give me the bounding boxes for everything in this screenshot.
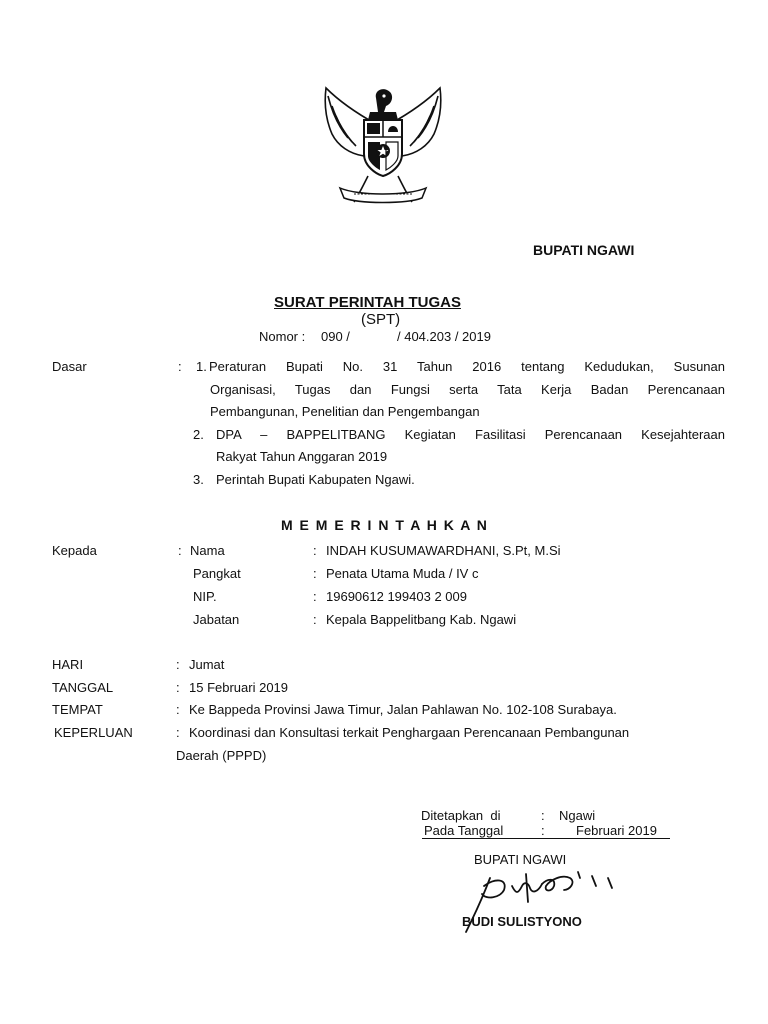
dasar-label: Dasar [52, 359, 87, 374]
dasar-item-1-num: 1. [196, 359, 207, 374]
pada-tanggal-colon: : [541, 823, 545, 838]
field-jabatan-value: Kepala Bappelitbang Kab. Ngawi [326, 612, 517, 627]
pada-tanggal-value: Februari 2019 [576, 823, 657, 838]
kepada-colon: : [178, 543, 182, 558]
tanggal-colon: : [176, 680, 180, 695]
keperluan-value-line-1: Koordinasi dan Konsultasi terkait Penghargaan Perencanaan Pembangunan [189, 725, 630, 740]
field-jabatan-colon: : [313, 612, 317, 627]
number-suffix: / 404.203 / 2019 [397, 329, 491, 344]
tempat-label: TEMPAT [52, 702, 103, 717]
field-jabatan-label: Jabatan [193, 612, 240, 627]
document-abbr: (SPT) [361, 311, 401, 328]
garuda-emblem-icon [318, 84, 448, 208]
field-nama-colon: : [313, 543, 317, 558]
dasar-colon: : [178, 359, 182, 374]
tanggal-value: 15 Februari 2019 [189, 680, 289, 695]
hari-value: Jumat [189, 657, 225, 672]
field-pangkat-value: Penata Utama Muda / IV c [326, 566, 479, 581]
signature-office: BUPATI NGAWI [474, 852, 567, 867]
dasar-item-3-line-1: Perintah Bupati Kabupaten Ngawi. [216, 472, 415, 487]
office-heading: BUPATI NGAWI [533, 242, 635, 258]
field-nama-label: Nama [190, 543, 225, 558]
field-pangkat-label: Pangkat [193, 566, 241, 581]
keperluan-label: KEPERLUAN [54, 725, 133, 740]
ditetapkan-label: Ditetapkan di [421, 808, 501, 823]
tempat-value: Ke Bappeda Provinsi Jawa Timur, Jalan Pahlawan No. 102-108 Surabaya. [189, 702, 617, 717]
hari-label: HARI [52, 657, 84, 672]
dasar-item-1-line-3: Pembangunan, Penelitian dan Pengembangan [210, 404, 480, 419]
dasar-item-2-num: 2. [193, 427, 204, 442]
field-nip-value: 19690612 199403 2 009 [326, 589, 467, 604]
dasar-item-1-line-2: Organisasi, Tugas dan Fungsi serta Tata Kerja Badan Perencanaan [210, 382, 725, 397]
tanggal-label: TANGGAL [52, 680, 114, 695]
keperluan-value-line-2: Daerah (PPPD) [176, 748, 267, 763]
ditetapkan-value: Ngawi [559, 808, 596, 823]
keperluan-colon: : [176, 725, 180, 740]
dasar-item-2-line-1: DPA – BAPPELITBANG Kegiatan Fasilitasi Perencanaan Kesejahteraan [216, 427, 725, 442]
memerintahkan-heading: M E M E R I N T A H K A N [281, 517, 489, 533]
hari-colon: : [176, 657, 180, 672]
tempat-colon: : [176, 702, 180, 717]
document-title: SURAT PERINTAH TUGAS [274, 294, 461, 311]
dasar-item-3-num: 3. [193, 472, 204, 487]
field-pangkat-colon: : [313, 566, 317, 581]
number-prefix: 090 / [321, 329, 350, 344]
signatory-name: BUDI SULISTYONO [462, 914, 582, 929]
field-nip-colon: : [313, 589, 317, 604]
kepada-label: Kepada [52, 543, 97, 558]
number-label: Nomor : [259, 329, 306, 344]
field-nama-value: INDAH KUSUMAWARDHANI, S.Pt, M.Si [326, 543, 561, 558]
dasar-item-1-line-1: Peraturan Bupati No. 31 Tahun 2016 tentang Kedudukan, Susunan [209, 359, 725, 374]
pada-tanggal-label: Pada Tanggal [424, 823, 504, 838]
field-nip-label: NIP. [193, 589, 217, 604]
ditetapkan-colon: : [541, 808, 545, 823]
dasar-item-2-line-2: Rakyat Tahun Anggaran 2019 [216, 449, 388, 464]
